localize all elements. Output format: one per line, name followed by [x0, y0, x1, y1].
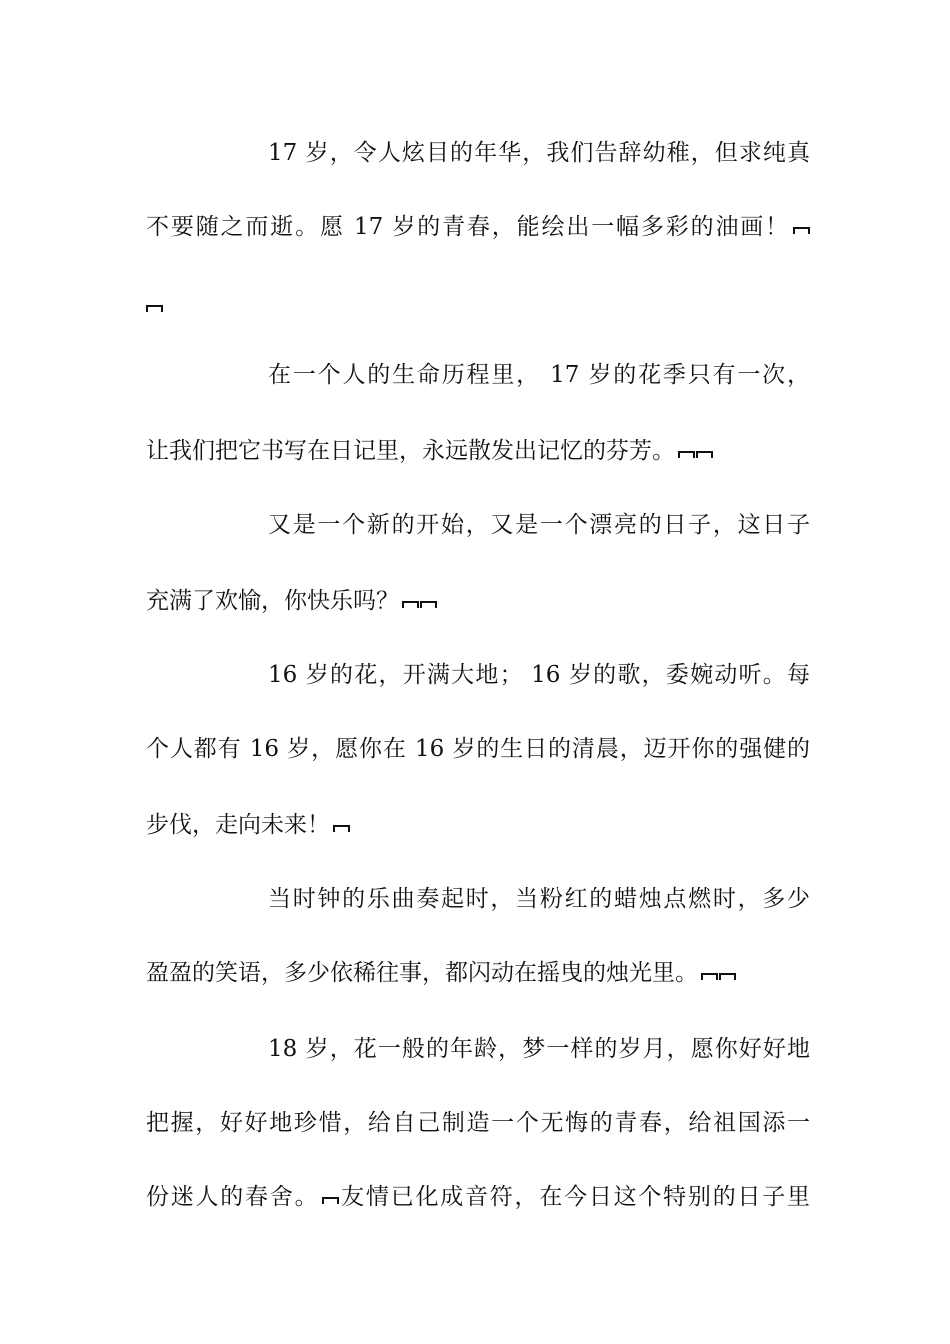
paragraph-1-line-2: 不要随之而逝。愿 17 岁的青春，能绘出一幅多彩的油画！ [146, 212, 810, 242]
paragraph-4-line-1: 16 岁的花，开满大地； 16 岁的歌，委婉动听。每 [268, 662, 810, 688]
bracket-mark-icon [333, 825, 350, 832]
paragraph-2-line-2: 让我们把它书写在日记里，永远散发出记忆的芬芳。 [146, 436, 810, 466]
paragraph-2-line-1: 在一个人的生命历程里， 17 岁的花季只有一次， [268, 362, 810, 388]
paragraph-4-line-2: 个人都有 16 岁，愿你在 16 岁的生日的清晨，迈开你的强健的 [146, 736, 810, 762]
paragraph-6-line-2: 把握，好好地珍惜，给自己制造一个无悔的青春，给祖国添一 [146, 1110, 810, 1136]
bracket-mark-icon [146, 305, 163, 312]
paragraph-4-line-3: 步伐，走向未来！ [146, 810, 810, 840]
bracket-mark-icon [793, 227, 810, 234]
bracket-mark-icon [322, 1197, 339, 1204]
paragraph-3-line-2: 充满了欢愉，你快乐吗？ [146, 586, 810, 616]
paragraph-5-line-2: 盈盈的笑语，多少依稀往事，都闪动在摇曳的烛光里。 [146, 958, 810, 988]
paragraph-1-line-3 [146, 290, 810, 320]
bracket-mark-icon [420, 601, 437, 608]
bracket-mark-icon [678, 451, 695, 458]
bracket-mark-icon [402, 601, 419, 608]
paragraph-5-line-1: 当时钟的乐曲奏起时，当粉红的蜡烛点燃时，多少 [268, 886, 810, 912]
paragraph-3-line-1: 又是一个新的开始，又是一个漂亮的日子，这日子 [268, 512, 810, 538]
bracket-mark-icon [701, 973, 718, 980]
paragraph-6-line-3: 份迷人的春舍。 友情已化成音符，在今日这个特别的日子里 [146, 1184, 811, 1210]
paragraph-6-line-1: 18 岁，花一般的年龄，梦一样的岁月，愿你好好地 [268, 1036, 810, 1062]
paragraph-1-line-1: 17 岁，令人炫目的年华，我们告辞幼稚，但求纯真 [268, 140, 810, 166]
bracket-mark-icon [719, 973, 736, 980]
bracket-mark-icon [696, 451, 713, 458]
